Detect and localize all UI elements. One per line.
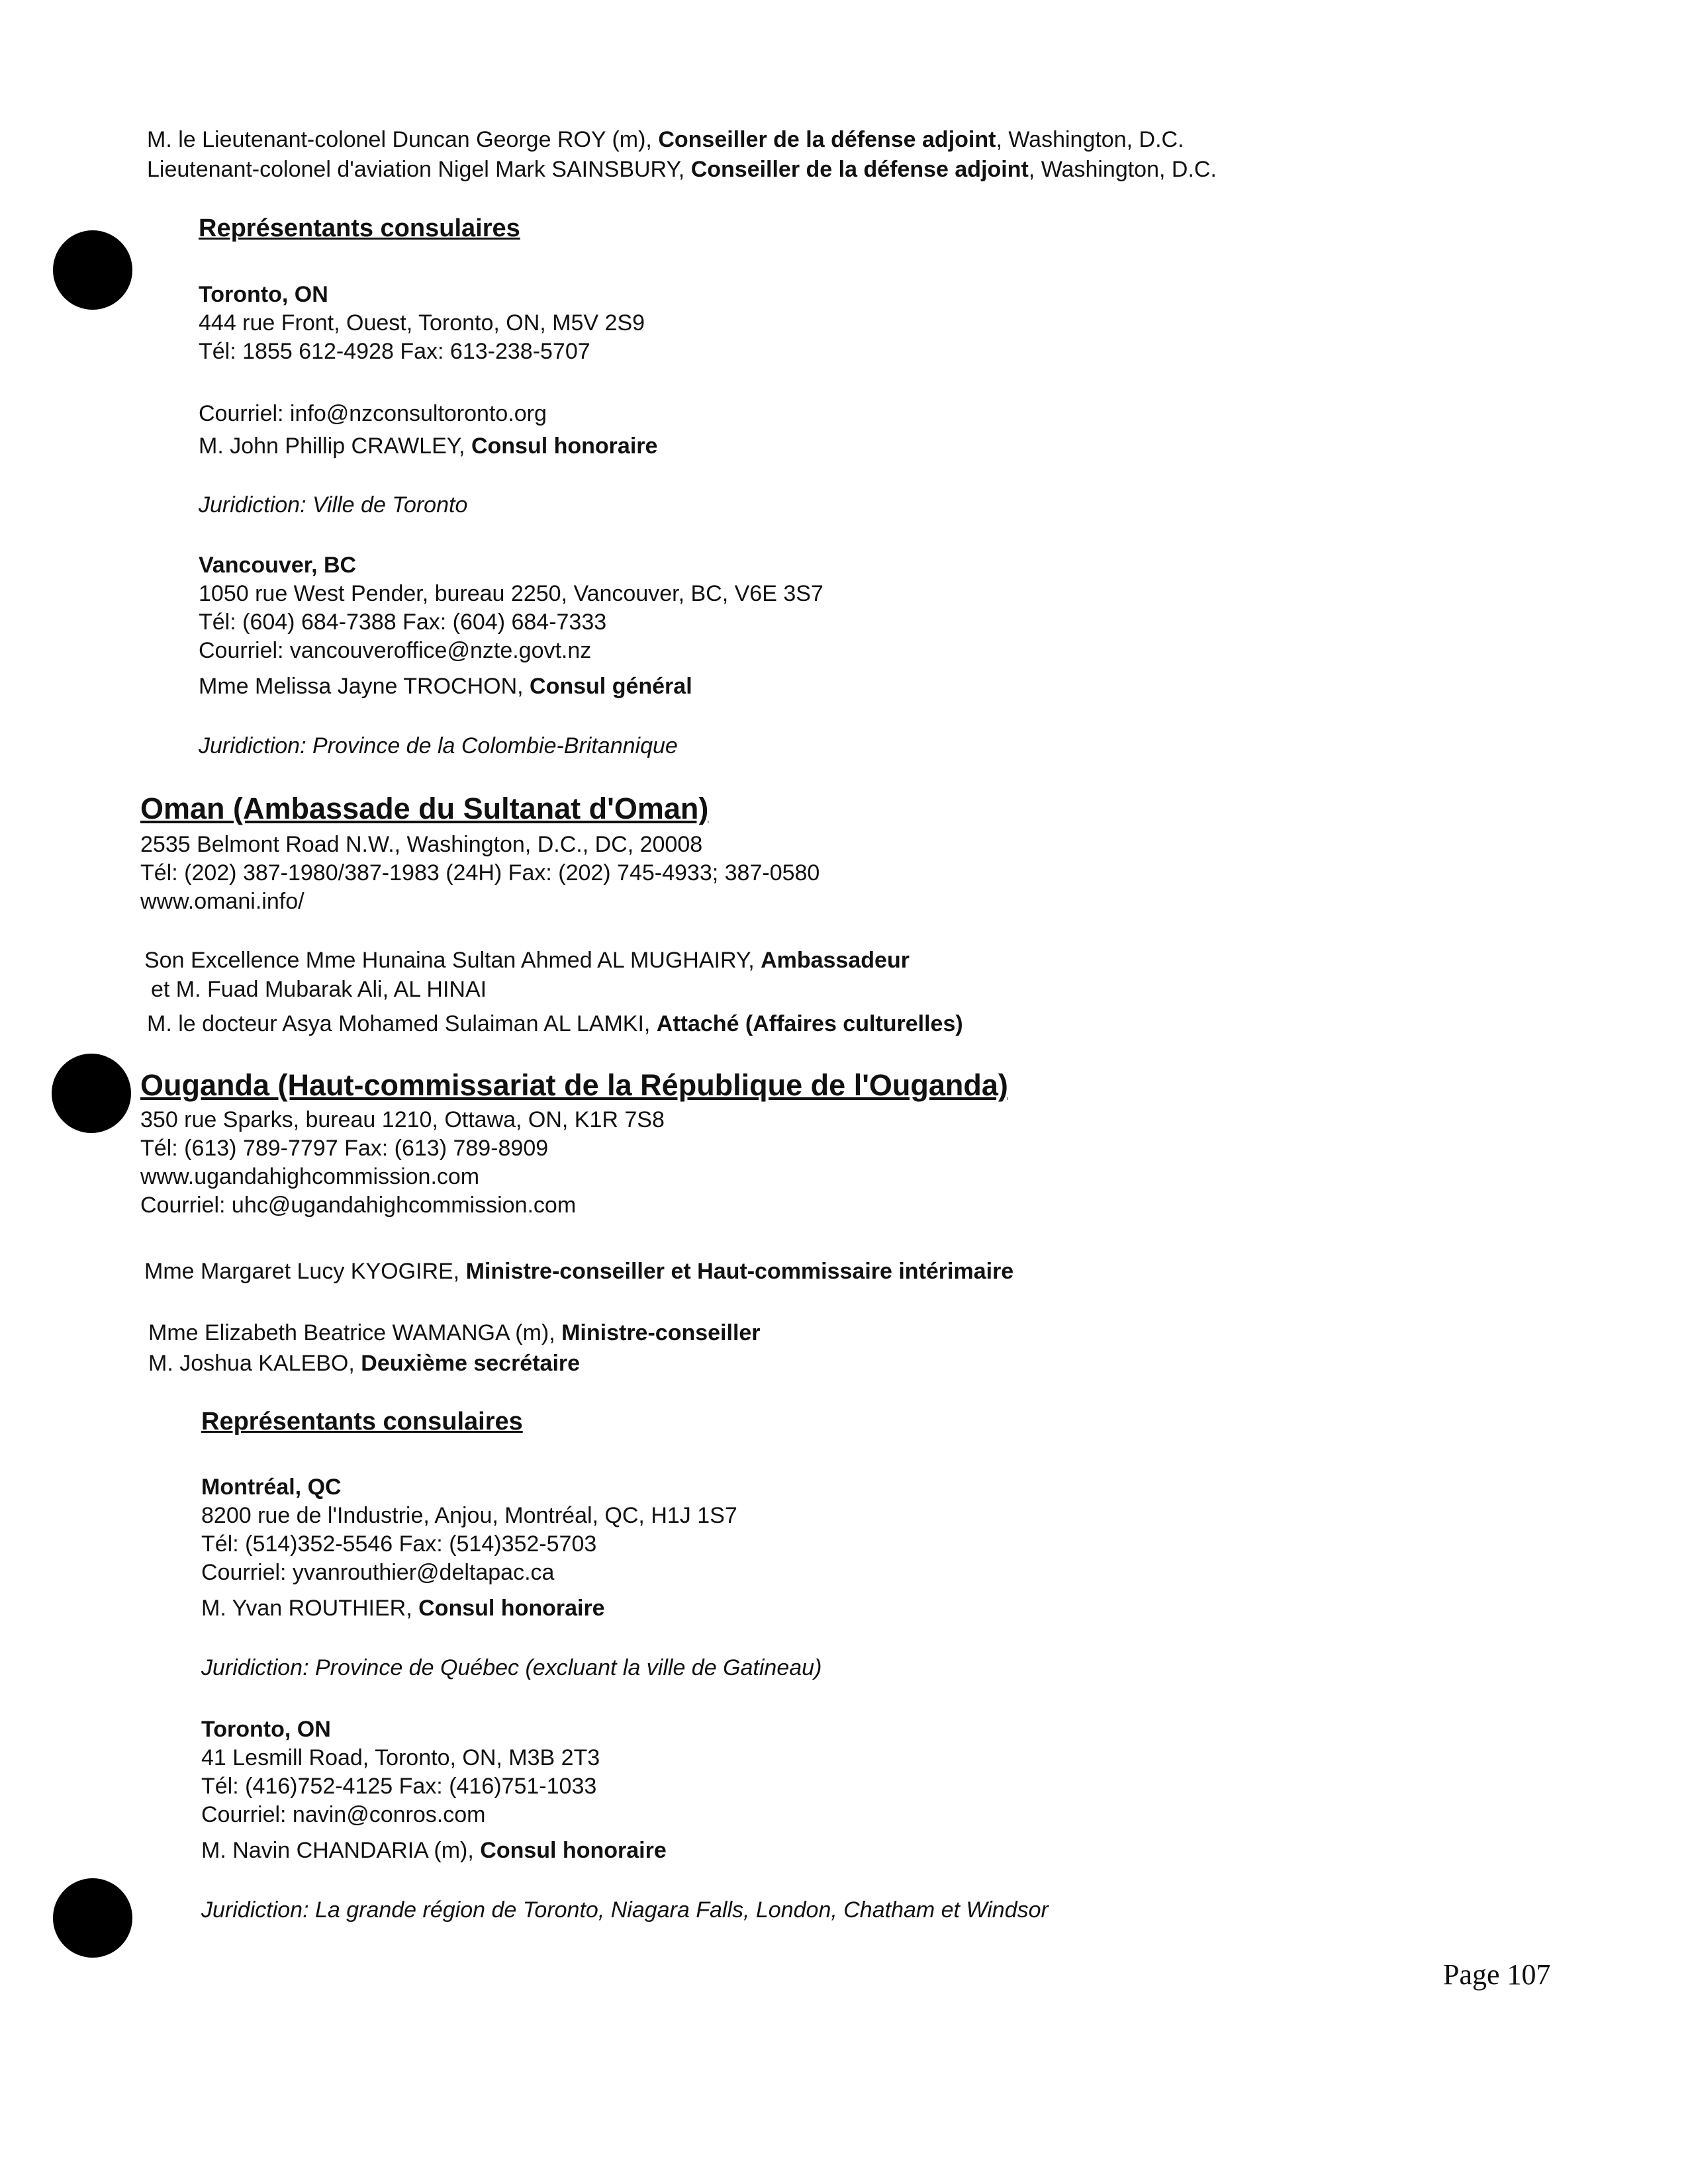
staff-line — [147, 1010, 963, 1038]
staff-name: Mme Elizabeth Beatrice WAMANGA (m), — [148, 1320, 562, 1345]
consulate-email: Courriel: info@nzconsultoronto.org — [199, 401, 547, 426]
country-heading-uganda: Ouganda (Haut-commissariat de la République de l'Ouganda) — [140, 1068, 1008, 1102]
staff-line — [148, 1319, 761, 1347]
embassy-address: 2535 Belmont Road N.W., Washington, D.C., DC, 20008 — [140, 832, 703, 857]
consulate-address: 41 Lesmill Road, Toronto, ON, M3B 2T3 — [201, 1745, 600, 1770]
consulate-address: 444 rue Front, Ouest, Toronto, ON, M5V 2S9 — [199, 310, 645, 336]
consular-heading: Représentants consulaires — [199, 214, 520, 242]
staff-title: Deuxième secrétaire — [361, 1351, 581, 1376]
consul-line — [201, 1594, 605, 1622]
consul-name: Mme Melissa Jayne TROCHON, — [199, 674, 530, 699]
staff-line — [144, 946, 910, 974]
staff-line — [144, 1257, 1013, 1285]
consul-title: Consul honoraire — [480, 1838, 667, 1863]
staff-line — [148, 1349, 580, 1377]
staff-title: Ministre-conseiller et Haut-commissaire intérimaire — [465, 1259, 1014, 1284]
consul-line — [201, 1837, 667, 1864]
consulate-city: Toronto, ON — [199, 282, 328, 307]
page-number: Page 107 — [1443, 1958, 1551, 1991]
consulate-address: 1050 rue West Pender, bureau 2250, Vancouver, BC, V6E 3S7 — [199, 581, 823, 606]
consul-line — [199, 672, 692, 700]
staff-name: Lieutenant-colonel d'aviation Nigel Mark SAINSBURY, — [147, 157, 691, 182]
consul-title: Consul général — [530, 674, 692, 699]
staff-title: Ministre-conseiller — [561, 1320, 761, 1345]
consul-name: M. John Phillip CRAWLEY, — [199, 433, 471, 459]
staff-title: Conseiller de la défense adjoint — [658, 127, 996, 152]
consul-line — [199, 432, 657, 460]
consulate-address: 8200 rue de l'Industrie, Anjou, Montréal, QC, H1J 1S7 — [201, 1503, 737, 1528]
consulate-email: Courriel: vancouveroffice@nzte.govt.nz — [199, 638, 592, 663]
staff-title: Attaché (Affaires culturelles) — [656, 1011, 963, 1036]
staff-title: Conseiller de la défense adjoint — [690, 157, 1029, 182]
staff-title: Ambassadeur — [761, 948, 910, 973]
consulate-email: Courriel: yvanrouthier@deltapac.ca — [201, 1560, 555, 1585]
country-heading-oman: Oman (Ambassade du Sultanat d'Oman) — [140, 792, 709, 825]
jurisdiction: Juridiction: Ville de Toronto — [199, 492, 468, 518]
consulate-city: Toronto, ON — [201, 1717, 331, 1742]
jurisdiction: Juridiction: Province de la Colombie-Britannique — [199, 733, 678, 758]
embassy-email: Courriel: uhc@ugandahighcommission.com — [140, 1193, 577, 1218]
consulate-city: Vancouver, BC — [199, 553, 357, 578]
staff-location: , Washington, D.C. — [1028, 157, 1217, 182]
consular-heading: Représentants consulaires — [201, 1408, 523, 1435]
staff-name: Mme Margaret Lucy KYOGIRE, — [144, 1259, 466, 1284]
consulate-phone: Tél: (514)352-5546 Fax: (514)352-5703 — [201, 1531, 597, 1557]
consulate-phone: Tél: (604) 684-7388 Fax: (604) 684-7333 — [199, 610, 607, 635]
consulate-phone: Tél: 1855 612-4928 Fax: 613-238-5707 — [199, 339, 590, 364]
consulate-phone: Tél: (416)752-4125 Fax: (416)751-1033 — [201, 1774, 597, 1799]
consul-title: Consul honoraire — [471, 433, 658, 459]
consulate-email: Courriel: navin@conros.com — [201, 1802, 486, 1827]
embassy-website: www.ugandahighcommission.com — [140, 1164, 480, 1189]
jurisdiction: Juridiction: La grande région de Toronto, Niagara Falls, London, Chatham et Windsor — [201, 1897, 1049, 1923]
spouse-line: et M. Fuad Mubarak Ali, AL HINAI — [151, 977, 487, 1002]
staff-name: Son Excellence Mme Hunaina Sultan Ahmed AL MUGHAIRY, — [144, 948, 761, 973]
staff-location: , Washington, D.C. — [996, 127, 1184, 152]
embassy-website: www.omani.info/ — [140, 889, 305, 914]
consul-name: M. Navin CHANDARIA (m), — [201, 1838, 481, 1863]
embassy-phone: Tél: (613) 789-7797 Fax: (613) 789-8909 — [140, 1136, 549, 1161]
staff-name: M. le Lieutenant-colonel Duncan George ROY (m), — [147, 127, 659, 152]
punch-hole-top — [53, 230, 132, 310]
embassy-phone: Tél: (202) 387-1980/387-1983 (24H) Fax: (202) 745-4933; 387-0580 — [140, 860, 820, 886]
staff-name: M. le docteur Asya Mohamed Sulaiman AL LAMKI, — [147, 1011, 657, 1036]
consul-title: Consul honoraire — [418, 1596, 605, 1621]
staff-name: M. Joshua KALEBO, — [148, 1351, 361, 1376]
punch-hole-bottom — [53, 1878, 132, 1958]
consulate-city: Montréal, QC — [201, 1475, 342, 1500]
punch-hole-middle — [52, 1054, 131, 1133]
embassy-address: 350 rue Sparks, bureau 1210, Ottawa, ON, K1R 7S8 — [140, 1107, 665, 1132]
consul-name: M. Yvan ROUTHIER, — [201, 1596, 419, 1621]
staff-line — [147, 126, 1184, 154]
staff-line — [147, 156, 1217, 183]
jurisdiction: Juridiction: Province de Québec (excluant la ville de Gatineau) — [201, 1655, 822, 1680]
